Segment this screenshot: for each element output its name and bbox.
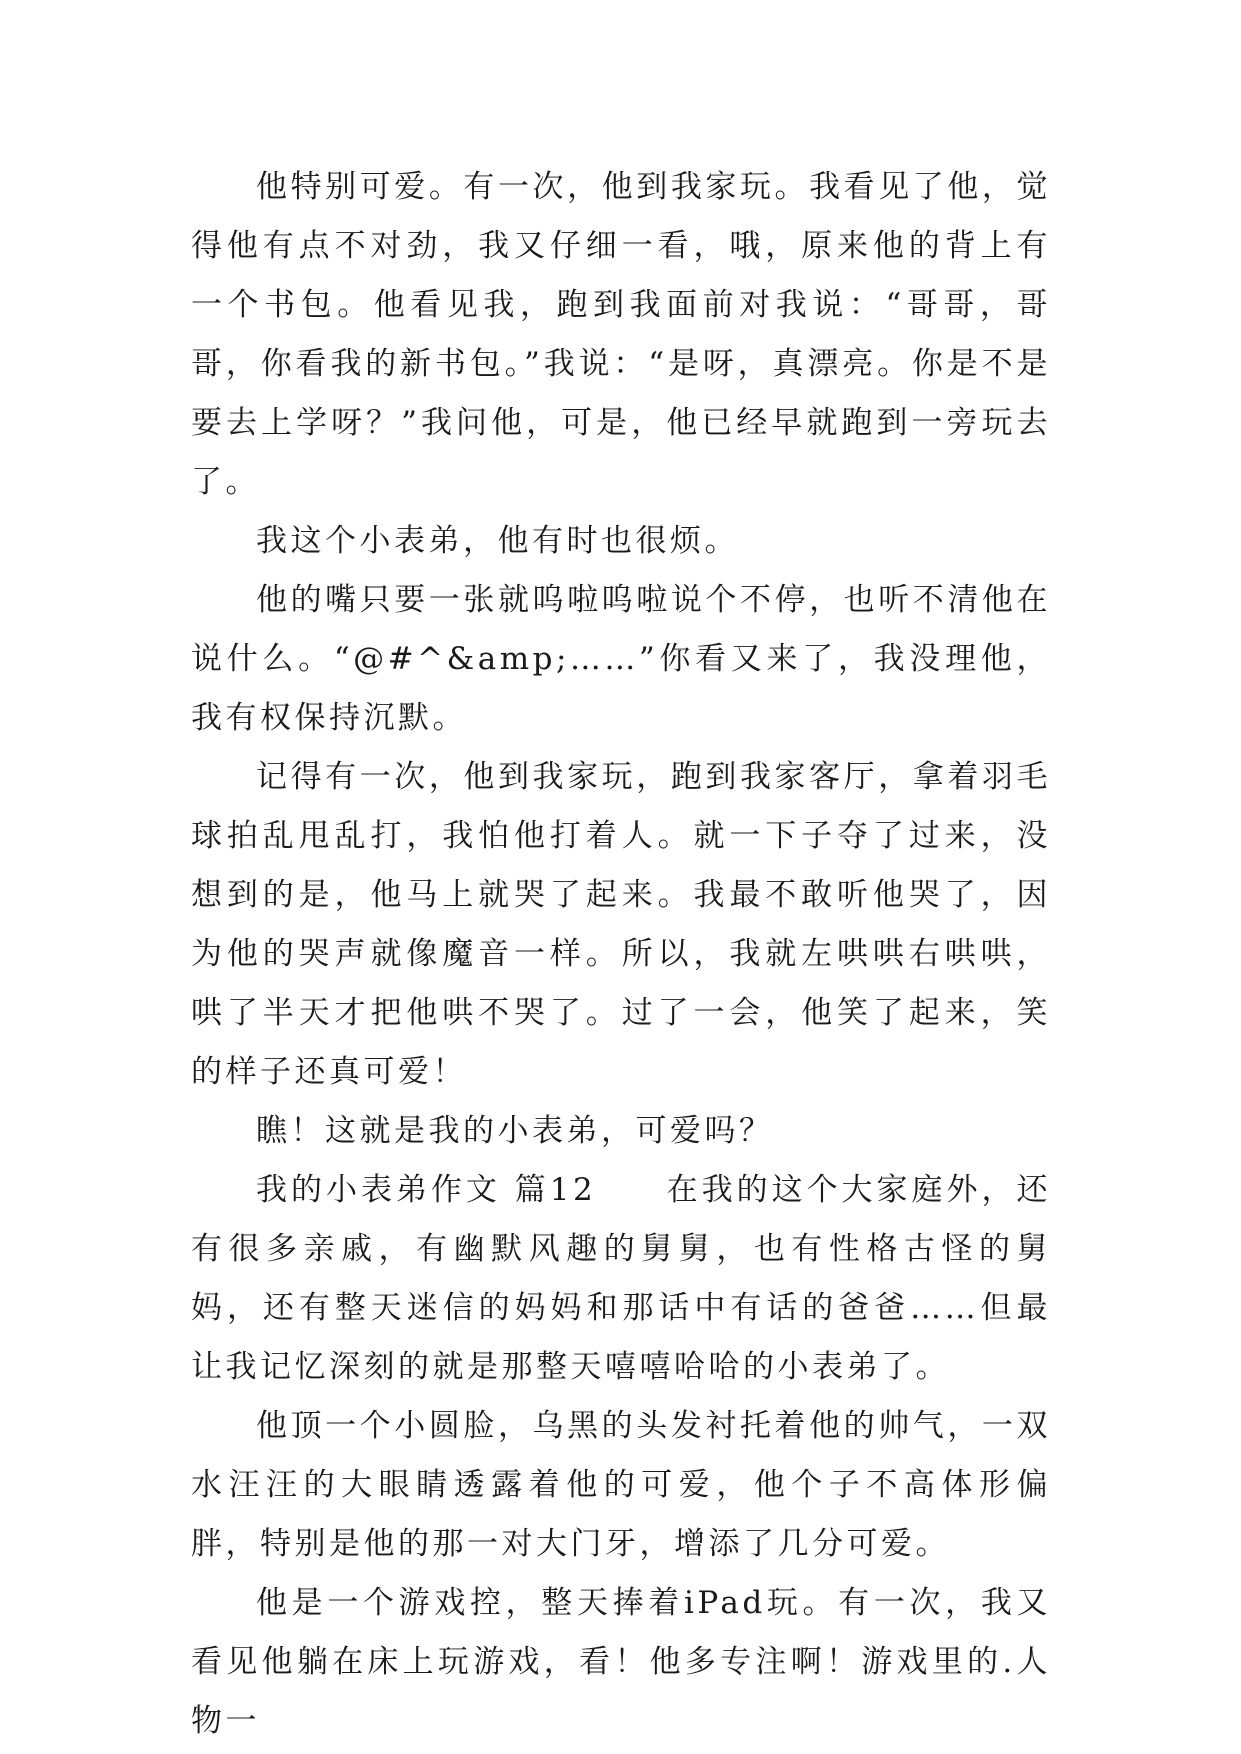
paragraph-8: 他是一个游戏控，整天捧着iPad玩。有一次，我又看见他躺在床上玩游戏，看！他多专注啊！游戏里的.人物一	[191, 1585, 1051, 1739]
paragraph-4: 记得有一次，他到我家玩，跑到我家客厅，拿着羽毛球拍乱甩乱打，我怕他打着人。就一下子夺了过来，没想到的是，他马上就哭了起来。我最不敢听他哭了，因为他的哭声就像魔音一样。所以，我就左哄哄右哄哄，哄了半天才把他哄不哭了。过了一会，他笑了起来，笑的样子还真可爱！	[191, 759, 1051, 1090]
paragraph-3: 他的嘴只要一张就呜啦呜啦说个不停，也听不清他在说什么。“@#^&amp;……”你看又来了，我没理他，我有权保持沉默。	[191, 582, 1051, 736]
paragraph-1: 他特别可爱。有一次，他到我家玩。我看见了他，觉得他有点不对劲，我又仔细一看，哦，原来他的背上有一个书包。他看见我，跑到我面前对我说：“哥哥，哥哥，你看我的新书包。”我说：“是呀，真漂亮。你是不是要去上学呀？”我问他，可是，他已经早就跑到一旁玩去了。	[191, 169, 1051, 500]
paragraph-6: 我的小表弟作文 篇12 在我的这个大家庭外，还有很多亲戚，有幽默风趣的舅舅，也有性格古怪的舅妈，还有整天迷信的妈妈和那话中有话的爸爸……但最让我记忆深刻的就是那整天嘻嘻哈哈的小表弟了。	[191, 1172, 1051, 1385]
paragraph-5: 瞧！这就是我的小表弟，可爱吗？	[256, 1113, 774, 1149]
paragraph-7: 他顶一个小圆脸，乌黑的头发衬托着他的帅气，一双水汪汪的大眼睛透露着他的可爱，他个子不高体形偏胖，特别是他的那一对大门牙，增添了几分可爱。	[191, 1408, 1051, 1562]
paragraph-2: 我这个小表弟，他有时也很烦。	[256, 523, 739, 559]
essay-body	[191, 158, 1051, 1751]
